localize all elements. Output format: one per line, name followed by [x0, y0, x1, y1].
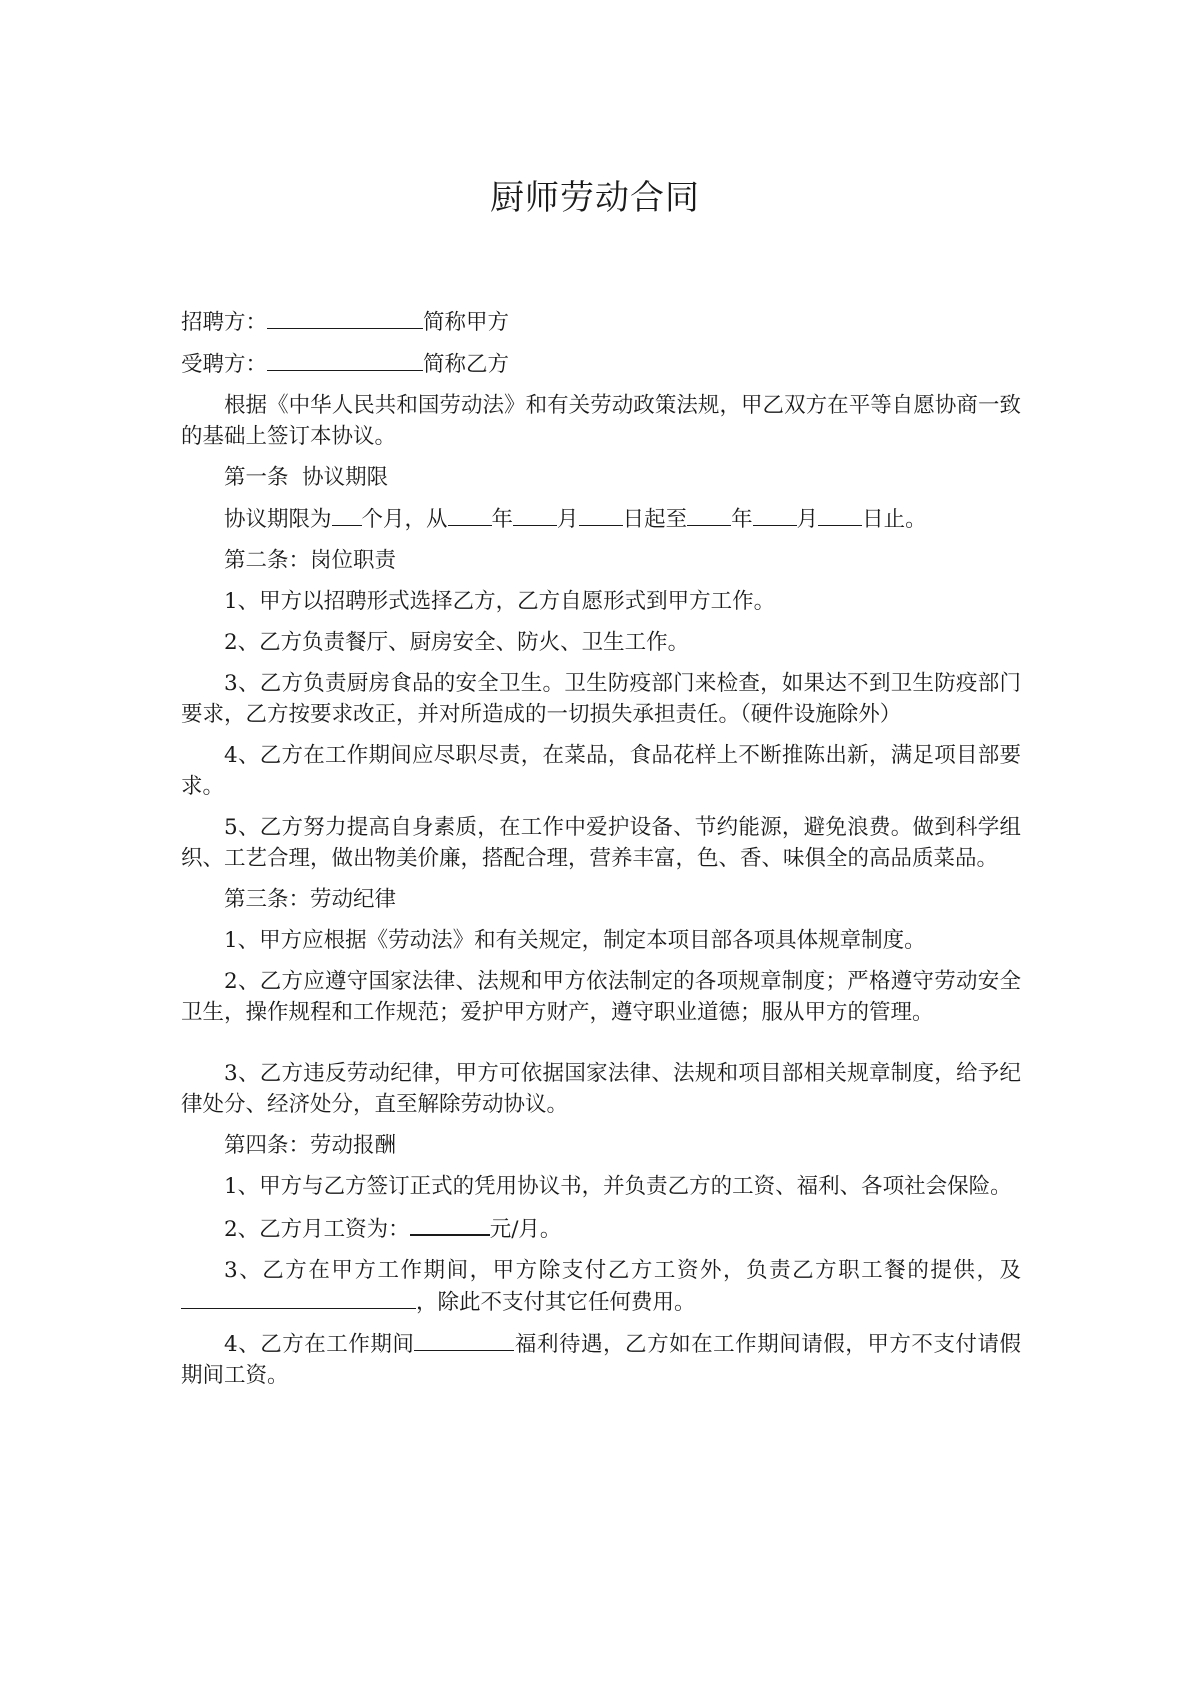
article2-item-4: 4、乙方在工作期间应尽职尽责，在菜品，食品花样上不断推陈出新，满足项目部要求。	[181, 743, 1021, 799]
term-end-month-blank	[753, 503, 797, 526]
article2-item-5: 5、乙方努力提高自身素质，在工作中爱护设备、节约能源，避免浪费。做到科学组织、工艺合理，做出物美价廉，搭配合理，营养丰富，色、香、味俱全的高品质菜品。	[181, 815, 1021, 871]
employer-blank	[267, 306, 423, 329]
welfare-suffix: 福利待遇，乙方如在工作期间请假，甲方不支付请假期间工资。	[181, 1332, 1021, 1388]
term-text-8: 日止。	[862, 507, 927, 532]
salary-unit: 元/月。	[489, 1217, 562, 1242]
salary-blank	[410, 1212, 490, 1236]
term-months-blank	[332, 503, 362, 526]
term-start-month-blank	[513, 503, 557, 526]
article4-heading: 第四条：劳动报酬	[224, 1133, 397, 1158]
article2-item-3: 3、乙方负责厨房食品的安全卫生。卫生防疫部门来检查，如果达不到卫生防疫部门要求，乙方按要求改正，并对所造成的一切损失承担责任。（硬件设施除外）	[181, 671, 1021, 727]
article2-item-2: 2、乙方负责餐厅、厨房安全、防火、卫生工作。	[224, 630, 690, 655]
employer-suffix: 简称甲方	[423, 310, 510, 335]
meal-suffix: ，除此不支付其它任何费用。	[416, 1290, 696, 1315]
welfare-blank	[414, 1328, 514, 1351]
term-end-day-blank	[818, 503, 862, 526]
term-start-day-blank	[579, 503, 623, 526]
document-title: 厨师劳动合同	[490, 178, 700, 218]
article1-term-line	[181, 503, 1021, 535]
employee-suffix: 简称乙方	[423, 352, 510, 377]
term-end-year-blank	[687, 503, 731, 526]
meal-blank	[181, 1286, 416, 1309]
term-start-year-blank	[448, 503, 492, 526]
term-text-1: 协议期限为	[224, 507, 332, 532]
article4-item-3	[181, 1255, 1021, 1318]
article3-item-1: 1、甲方应根据《劳动法》和有关规定，制定本项目部各项具体规章制度。	[224, 928, 926, 953]
article2-item-1: 1、甲方以招聘形式选择乙方，乙方自愿形式到甲方工作。	[224, 589, 776, 614]
article4-item-1: 1、甲方与乙方签订正式的凭用协议书，并负责乙方的工资、福利、各项社会保险。	[224, 1174, 1012, 1199]
intro-paragraph: 根据《中华人民共和国劳动法》和有关劳动政策法规，甲乙双方在平等自愿协商一致的基础上签订本协议。	[181, 393, 1021, 449]
employee-blank	[267, 348, 423, 371]
article3-heading: 第三条：劳动纪律	[224, 887, 397, 912]
term-text-5: 日起至	[622, 507, 688, 532]
article1-heading: 第一条 协议期限	[224, 465, 389, 490]
salary-label: 2、乙方月工资为：	[224, 1217, 410, 1242]
employer-label: 招聘方：	[181, 310, 268, 335]
article2-heading: 第二条：岗位职责	[224, 548, 397, 573]
term-text-6: 年	[731, 507, 753, 532]
employer-line	[181, 306, 1021, 338]
employee-line	[181, 348, 1021, 380]
article3-item-3: 3、乙方违反劳动纪律，甲方可依据国家法律、法规和项目部相关规章制度，给予纪律处分、经济处分，直至解除劳动协议。	[181, 1061, 1021, 1117]
term-text-7: 月	[796, 507, 819, 532]
article4-item-2	[181, 1212, 1021, 1245]
article3-item-2: 2、乙方应遵守国家法律、法规和甲方依法制定的各项规章制度；严格遵守劳动安全卫生，操作规程和工作规范；爱护甲方财产，遵守职业道德；服从甲方的管理。	[181, 969, 1021, 1025]
document-body	[181, 306, 1021, 1401]
term-text-4: 月	[557, 507, 579, 532]
meal-text: 3、乙方在甲方工作期间，甲方除支付乙方工资外，负责乙方职工餐的提供，及	[224, 1258, 1021, 1283]
article4-item-4	[181, 1328, 1021, 1391]
term-text-2: 个月，从	[361, 507, 448, 532]
term-text-3: 年	[491, 507, 514, 532]
welfare-text: 4、乙方在工作期间	[224, 1332, 415, 1357]
employee-label: 受聘方：	[181, 352, 268, 377]
